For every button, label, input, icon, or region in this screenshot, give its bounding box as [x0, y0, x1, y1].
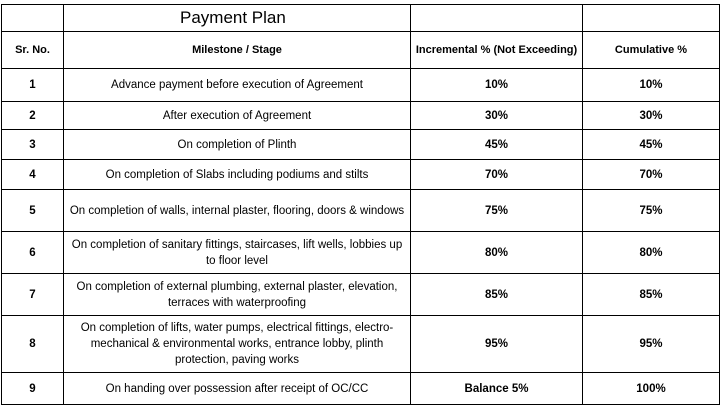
sr-no-cell: 1	[2, 69, 64, 102]
table-row	[2, 316, 720, 373]
incremental-cell: Balance 5%	[411, 373, 583, 405]
payment-plan-table	[1, 4, 720, 405]
incremental-cell: 70%	[411, 160, 583, 190]
incremental-cell: 10%	[411, 69, 583, 102]
header-incremental: Incremental % (Not Exceeding)	[411, 32, 583, 69]
header-row	[2, 32, 720, 69]
title-blank-cell	[411, 5, 583, 32]
sr-no-cell: 3	[2, 130, 64, 160]
table-row	[2, 190, 720, 232]
sr-no-cell: 7	[2, 274, 64, 316]
table-row	[2, 69, 720, 102]
table-row	[2, 160, 720, 190]
header-sr-no: Sr. No.	[2, 32, 64, 69]
milestone-cell: After execution of Agreement	[64, 102, 411, 130]
sr-no-cell: 5	[2, 190, 64, 232]
title-blank-cell	[2, 5, 64, 32]
milestone-cell: On completion of lifts, water pumps, electrical fittings, electro-mechanical & environmental works, entrance lobby, plinth protection, paving works	[64, 316, 411, 373]
milestone-cell: On completion of walls, internal plaster, flooring, doors & windows	[64, 190, 411, 232]
milestone-cell: On handing over possession after receipt of OC/CC	[64, 373, 411, 405]
table-title: Payment Plan	[64, 5, 411, 32]
cumulative-cell: 75%	[583, 190, 720, 232]
title-blank-cell	[583, 5, 720, 32]
cumulative-cell: 45%	[583, 130, 720, 160]
sr-no-cell: 9	[2, 373, 64, 405]
cumulative-cell: 95%	[583, 316, 720, 373]
cumulative-cell: 70%	[583, 160, 720, 190]
incremental-cell: 85%	[411, 274, 583, 316]
incremental-cell: 75%	[411, 190, 583, 232]
cumulative-cell: 100%	[583, 373, 720, 405]
table-row	[2, 274, 720, 316]
table-row	[2, 130, 720, 160]
title-row	[2, 5, 720, 32]
cumulative-cell: 85%	[583, 274, 720, 316]
sr-no-cell: 8	[2, 316, 64, 373]
milestone-cell: On completion of Plinth	[64, 130, 411, 160]
incremental-cell: 80%	[411, 232, 583, 274]
header-cumulative: Cumulative %	[583, 32, 720, 69]
sr-no-cell: 6	[2, 232, 64, 274]
header-milestone: Milestone / Stage	[64, 32, 411, 69]
table-row	[2, 373, 720, 405]
milestone-cell: On completion of Slabs including podiums and stilts	[64, 160, 411, 190]
milestone-cell: On completion of sanitary fittings, staircases, lift wells, lobbies up to floor level	[64, 232, 411, 274]
sr-no-cell: 4	[2, 160, 64, 190]
milestone-cell: On completion of external plumbing, external plaster, elevation, terraces with waterproofing	[64, 274, 411, 316]
incremental-cell: 45%	[411, 130, 583, 160]
cumulative-cell: 80%	[583, 232, 720, 274]
table-row	[2, 102, 720, 130]
sr-no-cell: 2	[2, 102, 64, 130]
incremental-cell: 30%	[411, 102, 583, 130]
table-row	[2, 232, 720, 274]
cumulative-cell: 10%	[583, 69, 720, 102]
cumulative-cell: 30%	[583, 102, 720, 130]
incremental-cell: 95%	[411, 316, 583, 373]
milestone-cell: Advance payment before execution of Agreement	[64, 69, 411, 102]
